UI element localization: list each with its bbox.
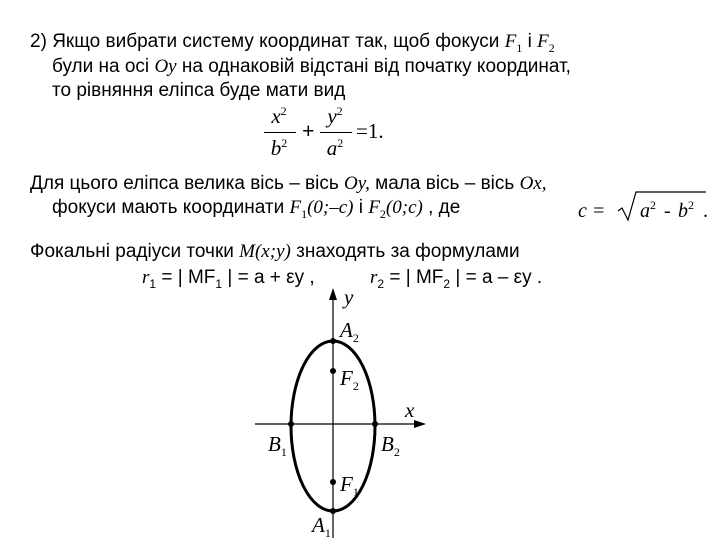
fraction-denominator-a: $a^2$	[326, 136, 344, 160]
y-axis-label: y	[344, 285, 354, 309]
point-m: M(x;y)	[239, 241, 291, 262]
focus-f1-dot	[330, 479, 336, 485]
equation-rhs: =1.	[356, 119, 384, 143]
focus-f1-coords: $F_1(0;-c)$	[289, 197, 354, 221]
vertex-a1-dot	[330, 508, 336, 514]
x-axis-label: x	[405, 398, 415, 422]
focus-f2-coords: $F_2(0;c)$	[368, 197, 423, 221]
y-axis-arrow	[329, 288, 337, 300]
axis-oy-symbol: Oy	[154, 56, 177, 77]
vertex-b2-dot	[372, 421, 378, 427]
paragraph-text: Якщо вибрати систему координат так, щоб фокуси	[52, 31, 500, 52]
conjunction: і	[527, 31, 532, 52]
formula-r2: $r_2$ = | $MF_2$ | = a – εy .	[370, 267, 543, 291]
period: .	[703, 200, 708, 222]
minus-sign: -	[664, 200, 671, 222]
focus-f2-dot	[330, 368, 336, 374]
radicand-a: $a^2$	[640, 198, 656, 222]
plus-sign: +	[302, 118, 315, 143]
fraction-numerator-x: $x^2$	[271, 104, 287, 128]
label-b1: $B_1$	[268, 432, 287, 459]
fraction-denominator-b: $b^2$	[270, 136, 288, 160]
paragraph-line: Фокальні радіуси точки M(x;y) знаходять за формулами	[30, 241, 520, 262]
label-a1: $A_1$	[312, 513, 331, 540]
fraction-numerator-y: $y^2$	[327, 104, 343, 128]
item-number: 2)	[30, 31, 47, 52]
radicand-b: $b^2$	[678, 198, 694, 222]
formula-r1: $r_1$ = | $MF_1$ | = a + εy ,	[142, 267, 315, 291]
axis-ox-symbol: Ox,	[519, 173, 547, 194]
label-f2: $F_2$	[340, 366, 359, 393]
label-f1: $F_1$	[340, 472, 359, 499]
c-equals: c =	[578, 200, 606, 222]
label-a2: $A_2$	[340, 318, 359, 345]
x-axis-arrow	[414, 420, 426, 428]
paragraph-line: Для цього еліпса велика вісь – вісь Oy, мала вісь – вісь Ox,	[30, 173, 547, 194]
vertex-b1-dot	[288, 421, 294, 427]
paragraph-line: фокуси мають координати $F_1(0;-c)$ і $F_2(0;c)$ , де	[52, 197, 461, 221]
paragraph-line: то рівняння еліпса буде мати вид	[52, 80, 346, 101]
vertex-a2-dot	[330, 338, 336, 344]
axis-oy-symbol: Oy,	[344, 173, 370, 194]
focus-f1-symbol: $F_1$	[504, 31, 523, 55]
focus-f2-symbol: $F_2$	[537, 31, 555, 55]
paragraph-line: були на осі Oy на однаковій відстані від початку координат,	[52, 56, 571, 77]
label-b2: $B_2$	[381, 432, 400, 459]
